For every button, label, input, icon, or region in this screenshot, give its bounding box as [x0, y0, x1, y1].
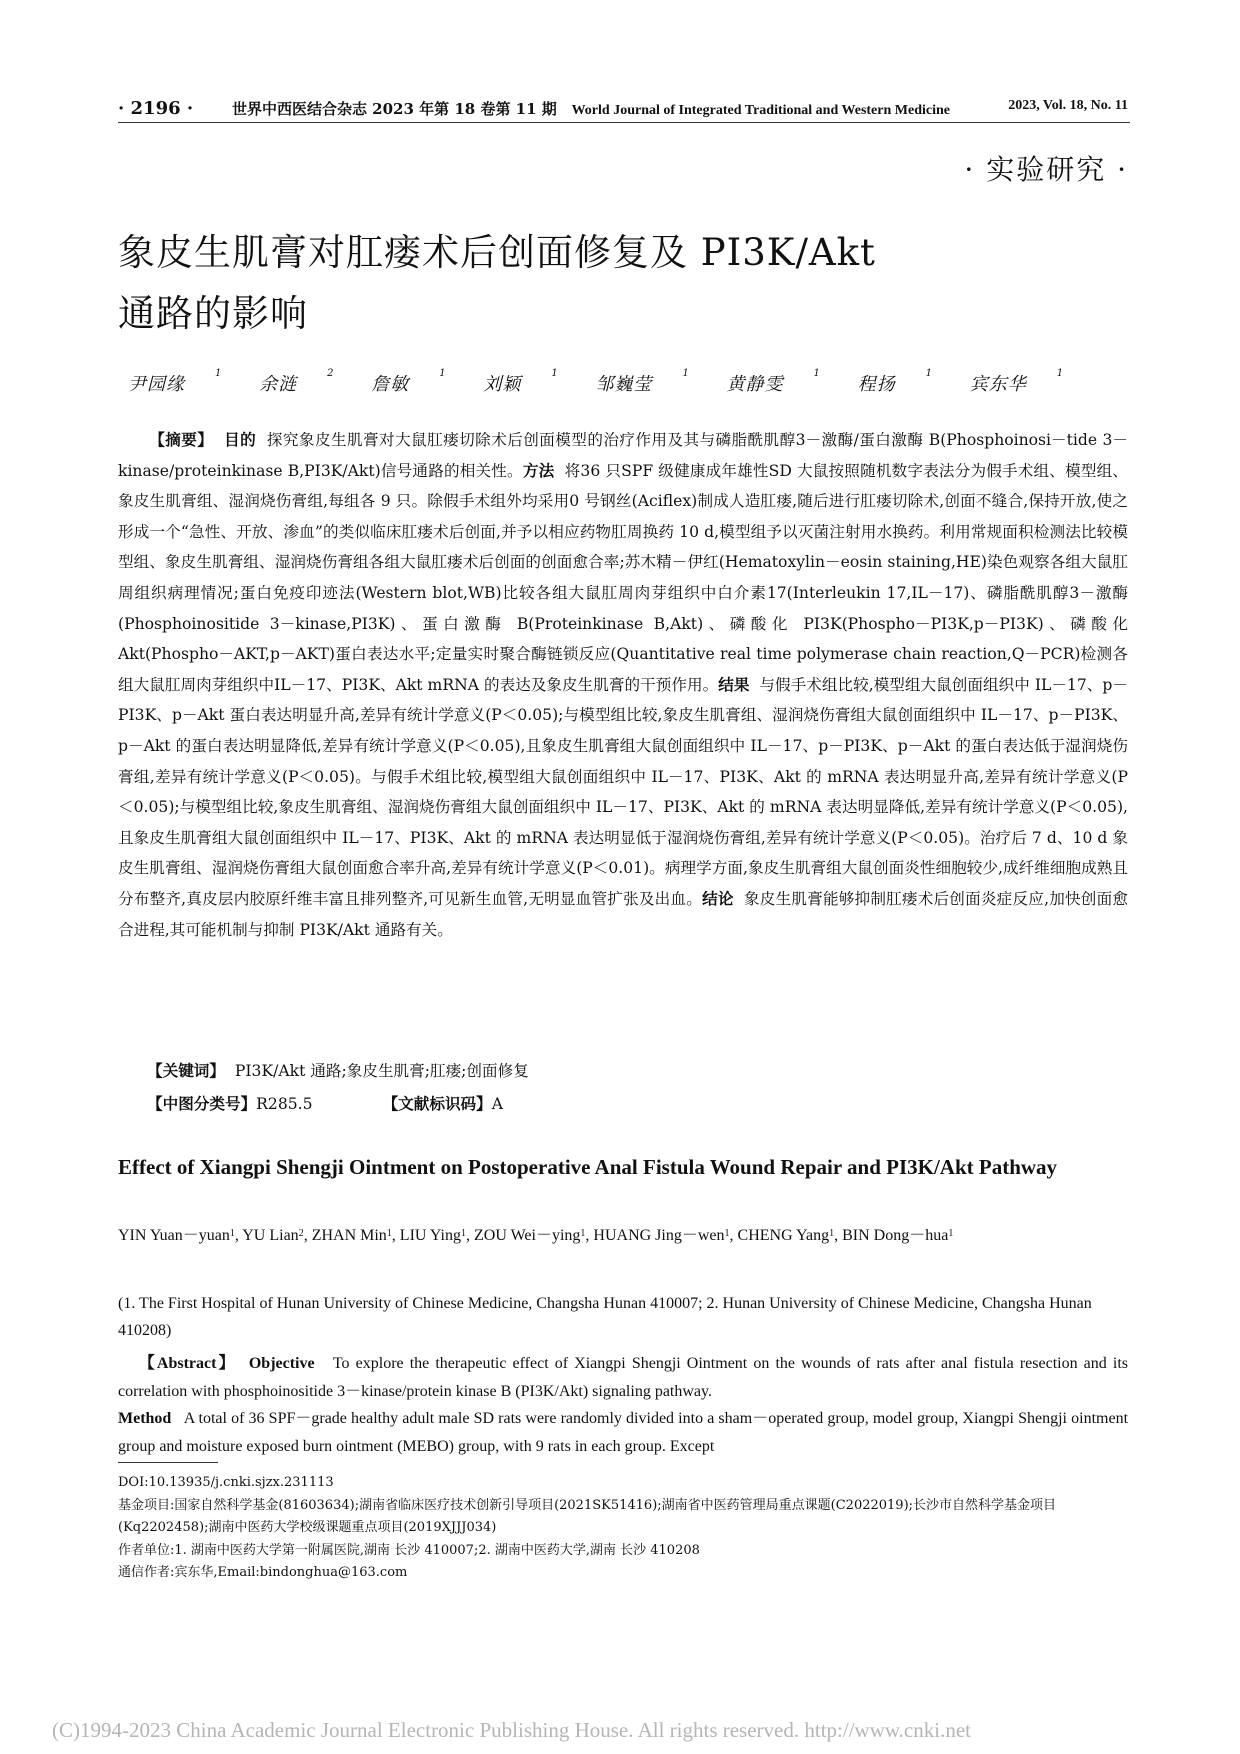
author-cn: 尹园缘$^1$ — [128, 368, 223, 395]
doc-code-value: A — [491, 1095, 503, 1113]
keywords-text: PI3K/Akt 通路;象皮生肌膏;肛瘘;创面修复 — [234, 1062, 529, 1080]
doi: DOI:10.13935/j.cnki.sjzx.231113 — [118, 1475, 334, 1490]
method-label-en: Method — [118, 1410, 172, 1427]
author-list-cn — [128, 370, 1094, 396]
author-en: CHENG Yang$^1$, — [737, 1227, 843, 1244]
author-en: LIU Ying$^1$, — [399, 1227, 474, 1244]
title-cn-line1: 象皮生肌膏对肛瘘术后创面修复及 PI3K/Akt — [118, 231, 876, 274]
results-label-cn: 结果 — [718, 674, 750, 694]
method-text-cn: 将36 只SPF 级健康成年雄性SD 大鼠按照随机数字表法分为假手术组、模型组、象皮生肌膏组、湿润烧伤膏组,每组各 9 只。除假手术组外均采用0 号钢丝(Aciflex)制成人造肛瘘,随后进行肛瘘切除术,创面不缝合,保持开放,使之形成一个“急性、开放、渗血”的类似临床肛瘘术后创面,并予以相应药物肛周换药 10 d,模型组予以灭菌注射用水换药。利用常规面积检测法比较模型组、象皮生肌膏组、湿润烧伤膏组各组大鼠肛瘘术后创面的创面愈合率;苏木精－伊红(Hematoxylin－eosin staining,HE)染色观察各组大鼠肛周组织病理情况;蛋白免疫印迹法(Western blot,WB)比较各组大鼠肛周肉芽组织中白介素17(Interleukin 17,IL－17)、磷脂酰肌醇3－激酶(Phosphoinositide 3－kinase,PI3K)、蛋白激酶 B(Proteinkinase B,Akt)、磷酸化 PI3K(Phospho－PI3K,p－PI3K)、磷酸化 Akt(Phospho－AKT,p－AKT)蛋白表达水平;定量实时聚合酶链锁反应(Quantitative real time polymerase chain reaction,Q－PCR)检测各组大鼠肛周肉芽组织中IL－17、PI3K、Akt mRNA 的表达及象皮生肌膏的干预作用。 — [118, 461, 1128, 694]
method-label-cn: 方法 — [522, 460, 555, 480]
author-cn: 程扬$^1$ — [857, 368, 934, 395]
article-title-cn — [118, 222, 1018, 344]
keywords-cn — [147, 1059, 529, 1081]
clc-label: 【中图分类号】 — [147, 1094, 257, 1113]
objective-text-cn: 探究象皮生肌膏对大鼠肛瘘切除术后创面模型的治疗作用及其与磷脂酰肌醇3－激酶/蛋白激酶 B(Phosphoinosi－tide 3－kinase/proteinkinase B,PI3K/Akt)信号通路的相关性。 — [118, 431, 1128, 480]
objective-label-en: Objective — [248, 1355, 315, 1372]
objective-text-en: To explore the therapeutic effect of Xiangpi Shengji Ointment on the wounds of rats after anal fistula resection and its correlation with phosphoinositide 3－kinase/protein kinase B (PI3K/Akt) signaling pathway. — [118, 1355, 1129, 1400]
author-list-en — [118, 1223, 1128, 1249]
doc-code-label: 【文献标识码】 — [382, 1094, 492, 1113]
abstract-en-label: 【Abstract】 — [138, 1355, 237, 1372]
author-en: YIN Yuan－yuan$^1$, — [118, 1227, 243, 1244]
author-affiliations-note: 作者单位:1. 湖南中医药大学第一附属医院,湖南 长沙 410007;2. 湖南中医药大学,湖南 长沙 410208 — [118, 1542, 700, 1558]
correspondence-note: 通信作者:宾东华,Email:bindonghua@163.com — [118, 1565, 408, 1580]
author-en: ZHAN Min$^1$, — [311, 1227, 400, 1244]
page-number: · 2196 · — [118, 98, 194, 119]
footnotes — [118, 1472, 1128, 1585]
author-cn: 余涟$^2$ — [259, 368, 335, 395]
copyright-watermark: (C)1994-2023 China Academic Journal Electronic Publishing House. All rights reserved. http://www.cnki.net — [52, 1718, 971, 1742]
author-cn: 宾东华$^1$ — [969, 368, 1065, 395]
author-cn: 詹敏$^1$ — [371, 368, 447, 395]
results-text-cn: 与假手术组比较,模型组大鼠创面组织中 IL－17、p－PI3K、p－Akt 蛋白表达明显升高,差异有统计学意义(P＜0.05);与模型组比较,象皮生肌膏组、湿润烧伤膏组大鼠创面组织中 IL－17、p－PI3K、p－Akt 的蛋白表达明显降低,差异有统计学意义(P＜0.05),且象皮生肌膏组大鼠创面组织中 IL－17、p－PI3K、p－Akt 的蛋白表达低于湿润烧伤膏组,差异有统计学意义(P＜0.05)。与假手术组比较,模型组大鼠创面组织中 IL－17、PI3K、Akt 的 mRNA 表达明显升高,差异有统计学意义(P＜0.05);与模型组比较,象皮生肌膏组、湿润烧伤膏组大鼠创面组织中 IL－17、PI3K、Akt 的 mRNA 表达明显降低,差异有统计学意义(P＜0.05),且象皮生肌膏组大鼠创面组织中 IL－17、PI3K、Akt 的 mRNA 表达明显低于湿润烧伤膏组,差异有统计学意义(P＜0.05)。治疗后 7 d、10 d 象皮生肌膏组、湿润烧伤膏组大鼠创面愈合率升高,差异有统计学意义(P＜0.01)。病理学方面,象皮生肌膏组大鼠创面炎性细胞较少,成纤维细胞成熟且分布整齐,真皮层内胶原纤维丰富且排列整齐,可见新生血管,无明显血管扩张及出血。 — [118, 675, 1128, 908]
article-title-en: Effect of Xiangpi Shengji Ointment on Postoperative Anal Fistula Wound Repair and PI3K/Akt Pathway — [118, 1155, 1058, 1179]
classification-line — [147, 1092, 503, 1114]
author-cn: 刘颖$^1$ — [483, 368, 559, 395]
journal-name-en: World Journal of Integrated Traditional and Western Medicine — [571, 103, 950, 118]
title-cn-line2: 通路的影响 — [118, 292, 308, 335]
footnote-rule — [118, 1462, 218, 1463]
author-en: HUANG Jing－wen$^1$, — [593, 1227, 738, 1244]
journal-name-cn: 世界中西医结合杂志 2023 年第 18 卷第 11 期 — [231, 100, 557, 118]
clc-value: R285.5 — [256, 1095, 313, 1113]
method-text-en: A total of 36 SPF－grade healthy adult male SD rats were randomly divided into a sham－operated group, model group, Xiangpi Shengji ointment group and moisture exposed burn ointment (MEBO) group, with 9 rats in each group. Except — [118, 1410, 1129, 1455]
conclusion-label-cn: 结论 — [702, 888, 734, 908]
affiliations-en: (1. The First Hospital of Hunan University of Chinese Medicine, Changsha Hunan 410007; 2. Hunan University of Chinese Medicine, Changsha Hunan 410208) — [118, 1295, 1092, 1339]
abstract-cn-label: 【摘要】 — [149, 430, 214, 449]
author-en: YU Lian$^2$, — [242, 1227, 312, 1244]
journal-volume: 2023, Vol. 18, No. 11 — [1008, 98, 1128, 113]
author-en: BIN Dong－hua$^1$ — [842, 1227, 954, 1244]
funding-note: 基金项目:国家自然科学基金(81603634);湖南省临床医疗技术创新引导项目(2021SK51416);湖南省中医药管理局重点课题(C2022019);长沙市自然科学基金项目(Kq2202458);湖南中医药大学校级课题重点项目(2019XJJJ034) — [118, 1497, 1057, 1535]
conclusion-text-cn: 象皮生肌膏能够抑制肛瘘术后创面炎症反应,加快创面愈合进程,其可能机制与抑制 PI3K/Akt 通路有关。 — [118, 889, 1128, 939]
abstract-en — [118, 1350, 1128, 1460]
author-cn: 邹巍莹$^1$ — [595, 368, 690, 395]
section-label: · 实验研究 · — [964, 153, 1128, 186]
author-cn: 黄静雯$^1$ — [726, 368, 821, 395]
header-rule — [118, 122, 1130, 123]
keywords-label: 【关键词】 — [147, 1061, 225, 1080]
author-en: ZOU Wei－ying$^1$, — [473, 1227, 594, 1244]
objective-label-cn: 目的 — [224, 430, 257, 449]
running-header — [118, 98, 1128, 119]
abstract-cn — [118, 425, 1128, 945]
